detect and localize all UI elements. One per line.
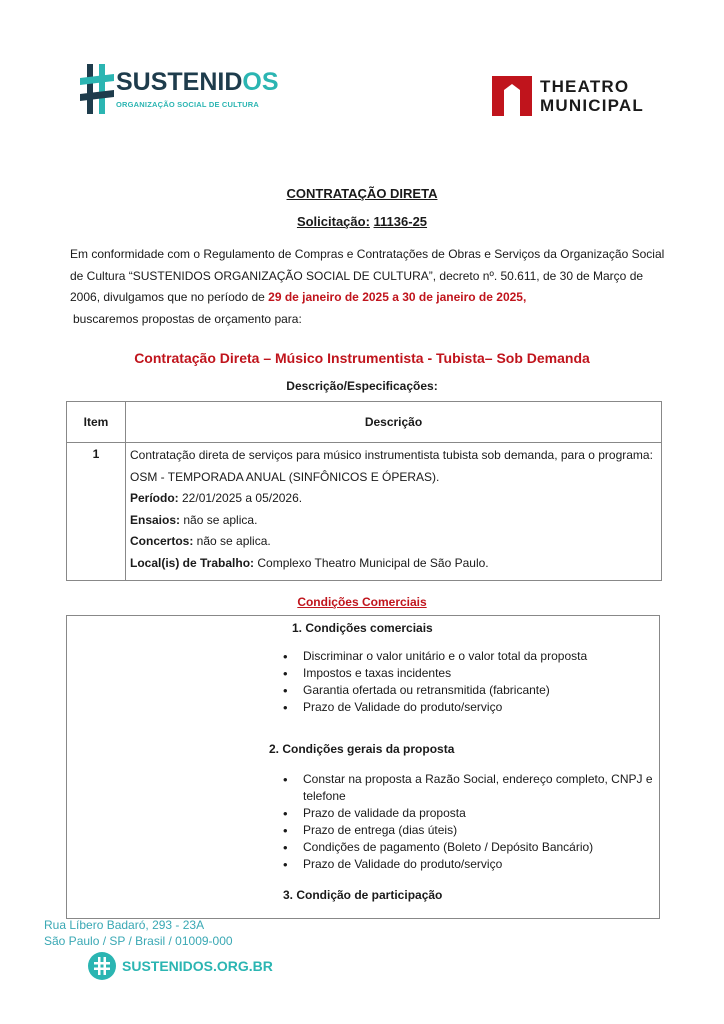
period-highlight: 29 de janeiro de 2025 a 30 de janeiro de 2025, [268,290,527,304]
col-item-header: Item [67,402,126,443]
table-header-row [67,402,662,443]
solicitacao-number: Solicitação: 11136-25 [296,214,428,229]
theatro-wordmark-line2: MUNICIPAL [540,96,644,115]
conditions-box [66,615,660,919]
description-heading: Descrição/Especificações: [286,379,438,393]
section-1-list [273,648,653,716]
section-2-title: 2. Condições gerais da proposta [269,742,455,756]
footer-address: Rua Líbero Badaró, 293 - 23A São Paulo / SP / Brasil / 01009-000 [44,918,233,948]
list-item: • Impostos e taxas incidentes [273,665,653,682]
sustenidos-wordmark: SUSTENIDOS [116,68,279,96]
footer-site-link[interactable]: SUSTENIDOS.ORG.BR [122,958,273,974]
section-2-list [273,771,653,873]
col-description-header: Descrição [126,402,662,443]
theatro-wordmark-line1: THEATRO [540,77,630,96]
footer-site-logo [88,952,273,982]
theatro-arch-icon [490,74,534,118]
hashtag-icon [80,62,114,116]
theatro-municipal-logo [490,74,660,120]
list-item: • Prazo de validade da proposta [273,805,653,822]
section-1-title: 1. Condições comerciais [292,621,433,635]
table-row [67,443,662,581]
list-item: • Condições de pagamento (Boleto / Depósito Bancário) [273,839,653,856]
item-number: 1 [67,443,126,581]
list-item: • Garantia ofertada ou retransmitida (fabricante) [273,682,653,699]
list-item: • Constar na proposta a Razão Social, endereço completo, CNPJ e telefone [273,771,653,805]
service-title: Contratação Direta – Músico Instrumentista - Tubista– Sob Demanda [134,350,590,366]
sustenidos-logo [80,62,279,120]
sustenidos-tagline: ORGANIZAÇÃO SOCIAL DE CULTURA [116,100,260,109]
conditions-heading: Condições Comerciais [297,595,427,609]
list-item: • Discriminar o valor unitário e o valor total da proposta [273,648,653,665]
list-item: • Prazo de Validade do produto/serviço [273,699,653,716]
list-item: • Prazo de entrega (dias úteis) [273,822,653,839]
items-table [66,401,662,581]
intro-paragraph: Em conformidade com o Regulamento de Compras e Contratações de Obras e Serviços da Organização Social de Cultura “SUSTENIDOS ORGANIZAÇÃO SOCIAL DE CULTURA”, decreto nº. 50.611, de 30 de Março de 2006, divulgamos que no período de 29 de janeiro de 2025 a 30 de janeiro de 2025, buscaremos propostas de orçamento para: [70,247,665,326]
item-description: Contratação direta de serviços para músico instrumentista tubista sob demanda, para o programa: OSM - TEMPORADA ANUAL (SINFÔNICOS E ÓPERAS). Período: 22/01/2025 a 05/2026. Ensaios: não se aplica. Concertos: não se aplica. Local(is) de Trabalho: Complexo Theatro Municipal de São Paulo. [126,443,662,581]
section-3-title: 3. Condição de participação [283,888,443,902]
list-item: • Prazo de Validade do produto/serviço [273,856,653,873]
document-title: CONTRATAÇÃO DIRETA [286,186,438,201]
footer-hashtag-icon [88,952,116,980]
